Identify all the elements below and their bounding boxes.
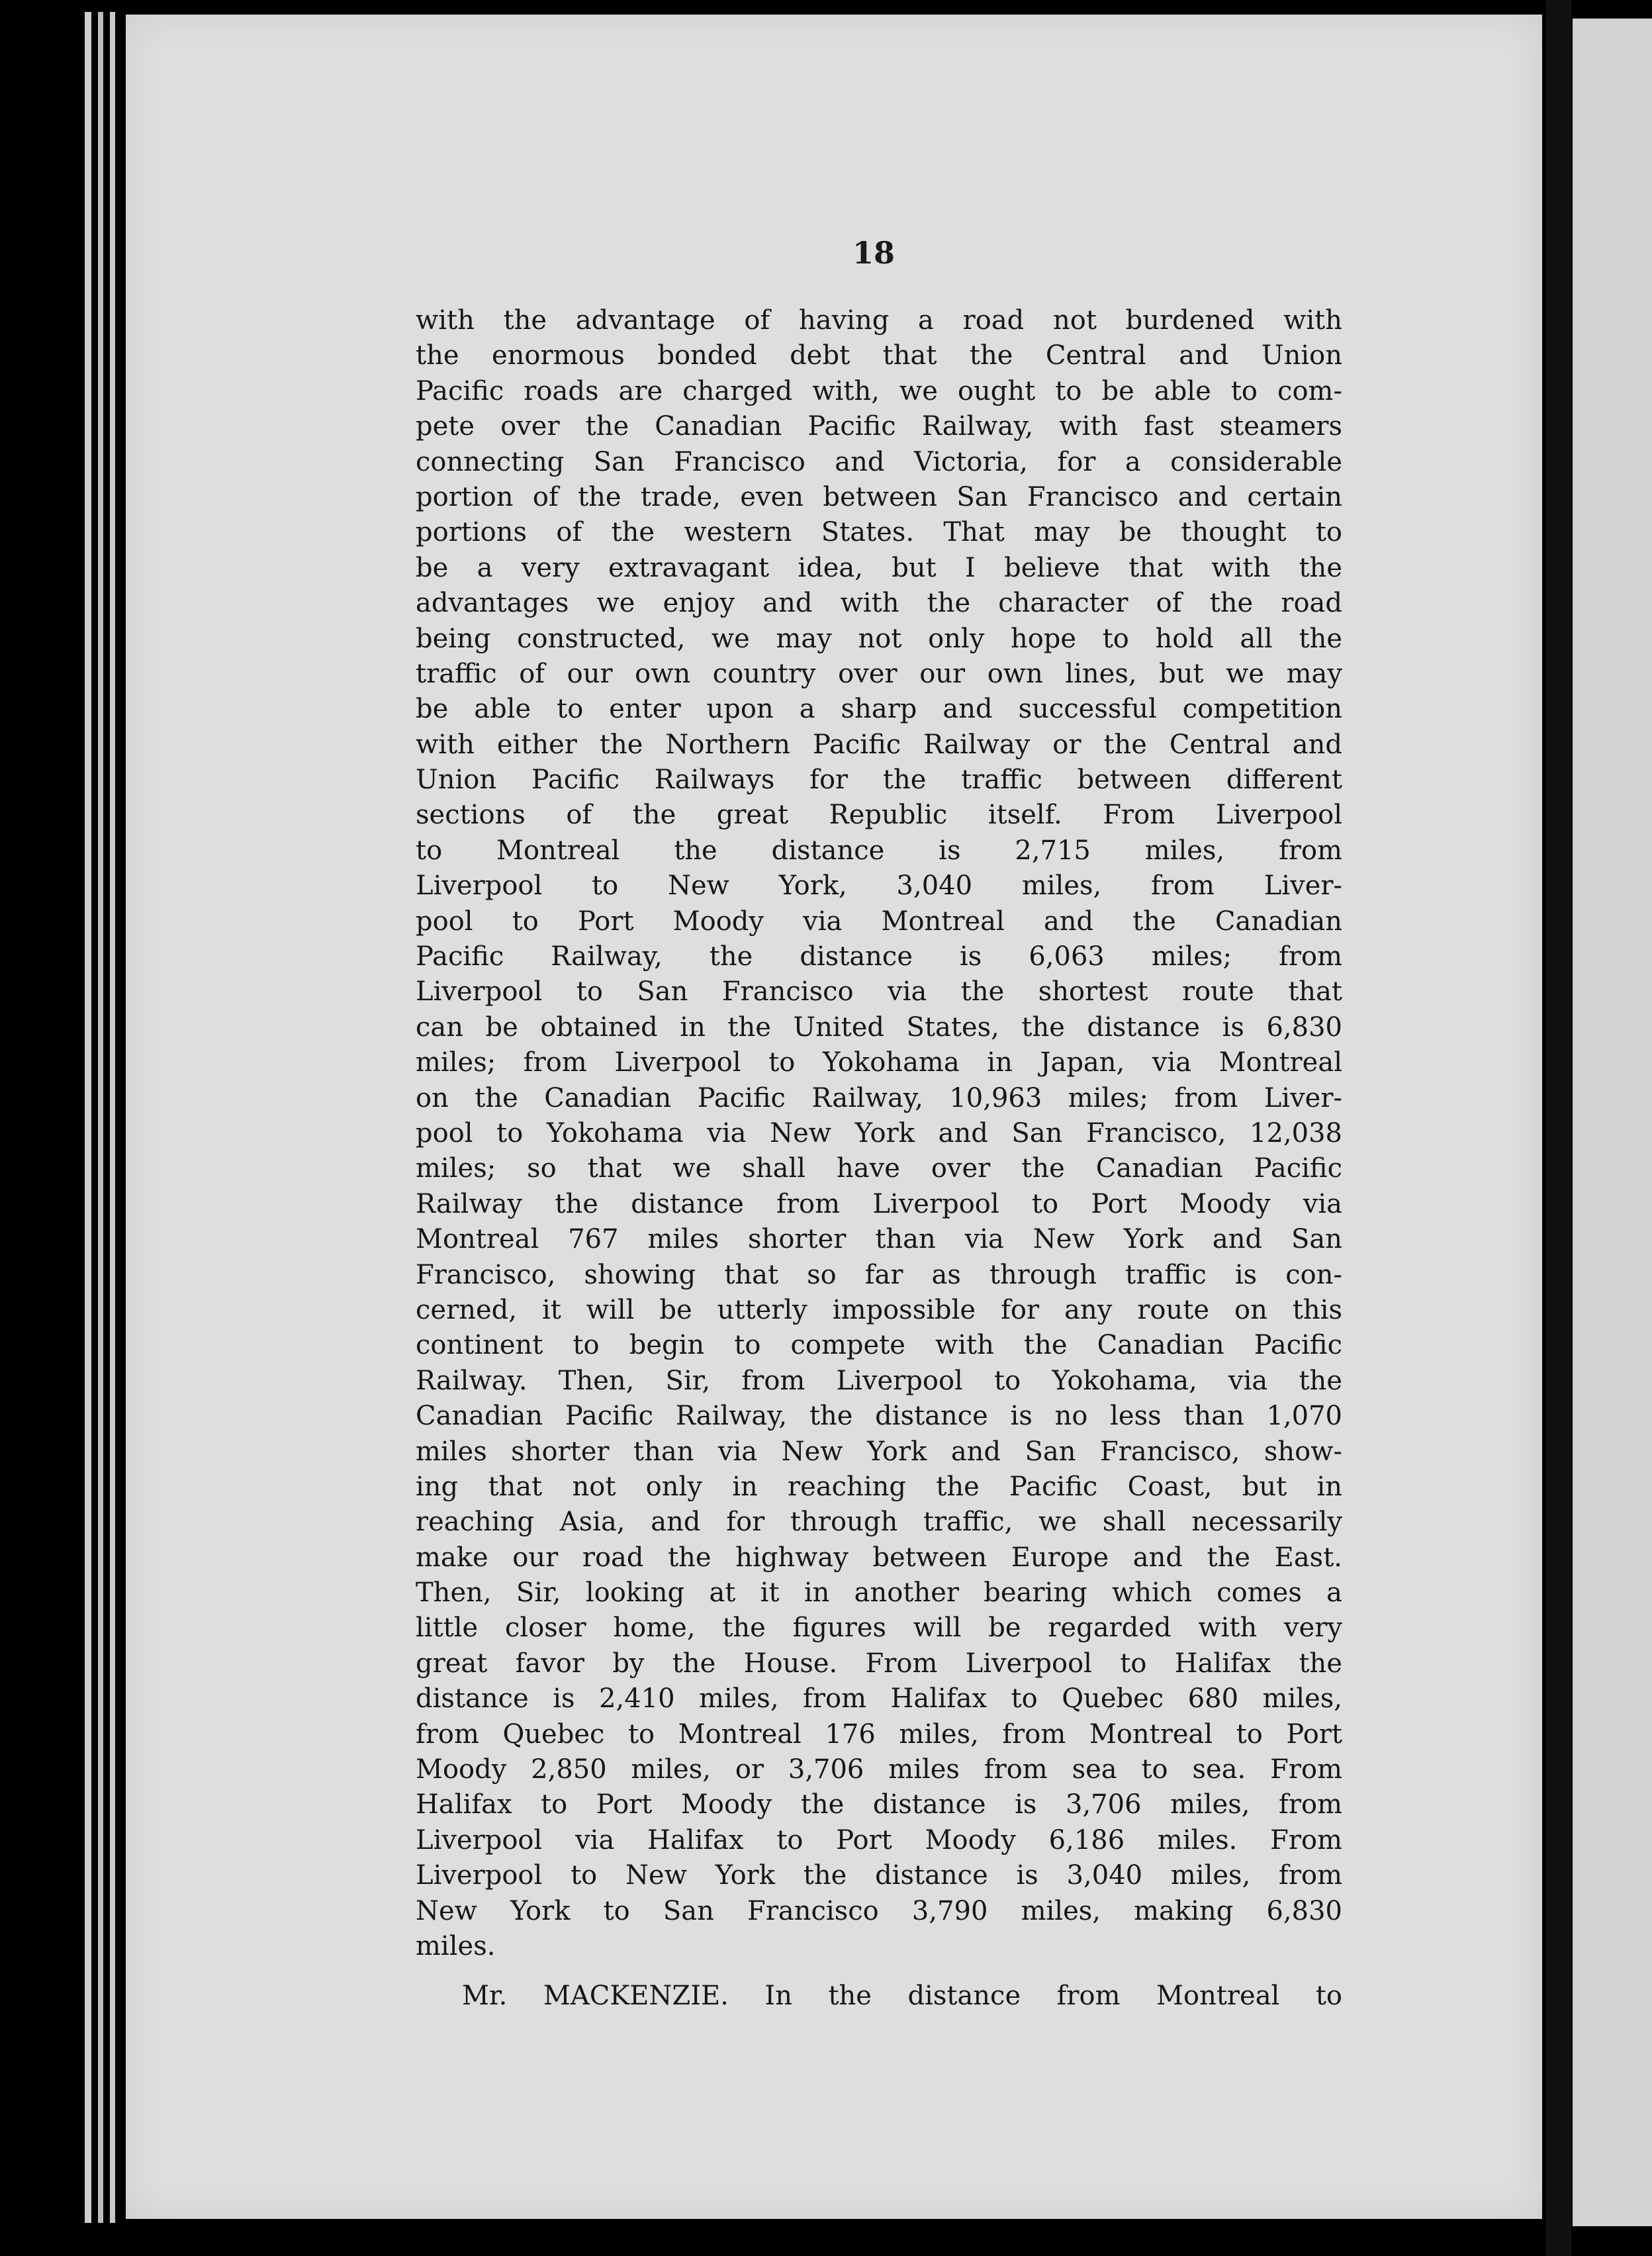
text-line: New York to San Francisco 3,790 miles, making 6,830 <box>416 1895 1342 1926</box>
text-line: Railway the distance from Liverpool to Port Moody via <box>416 1188 1342 1219</box>
page-edge-stack <box>110 12 115 2223</box>
book-spine <box>1546 0 1571 2256</box>
text-line: cerned, it will be utterly impossible for any route on this <box>416 1294 1342 1325</box>
text-line: Liverpool to New York, 3,040 miles, from Liver- <box>416 870 1342 902</box>
text-line: great favor by the House. From Liverpool to Halifax the <box>416 1648 1342 1679</box>
text-line: Then, Sir, looking at it in another bearing which comes a <box>416 1577 1342 1609</box>
text-line: traffic of our own country over our own lines, but we may <box>416 658 1342 689</box>
text-line: miles. <box>416 1930 496 1961</box>
text-line: portions of the western States. That may be thought to <box>416 517 1342 548</box>
text-line: ing that not only in reaching the Pacific Coast, but in <box>416 1471 1342 1502</box>
text-line: with either the Northern Pacific Railway or the Central and <box>416 729 1342 760</box>
text-line: Liverpool to San Francisco via the shortest route that <box>416 976 1342 1008</box>
text-line: miles; from Liverpool to Yokohama in Japan, via Montreal <box>416 1047 1342 1078</box>
text-line: continent to begin to compete with the Canadian Pacific <box>416 1330 1342 1361</box>
text-line: Liverpool to New York the distance is 3,040 miles, from <box>416 1860 1342 1891</box>
text-line: be a very extravagant idea, but I believe that with the <box>416 552 1342 583</box>
text-line: Railway. Then, Sir, from Liverpool to Yokohama, via the <box>416 1365 1342 1396</box>
text-line: Canadian Pacific Railway, the distance is no less than 1,070 <box>416 1401 1342 1432</box>
text-line: can be obtained in the United States, the distance is 6,830 <box>416 1011 1342 1043</box>
text-line: make our road the highway between Europe and the East. <box>416 1542 1342 1573</box>
page-number: 18 <box>852 235 895 271</box>
text-line: advantages we enjoy and with the character of the road <box>416 588 1342 619</box>
text-line: miles shorter than via New York and San Francisco, show- <box>416 1436 1342 1467</box>
text-line: the enormous bonded debt that the Central and Union <box>416 340 1342 371</box>
text-line: portion of the trade, even between San Francisco and certain <box>416 481 1342 512</box>
text-line: connecting San Francisco and Victoria, for a considerable <box>416 446 1342 477</box>
text-line: Union Pacific Railways for the traffic between different <box>416 765 1342 796</box>
text-line: on the Canadian Pacific Railway, 10,963 miles; from Liver- <box>416 1082 1342 1113</box>
text-line: Moody 2,850 miles, or 3,706 miles from sea to sea. From <box>416 1754 1342 1785</box>
text-line: pete over the Canadian Pacific Railway, with fast steamers <box>416 411 1342 442</box>
text-line: Francisco, showing that so far as through traffic is con- <box>416 1259 1342 1290</box>
text-line: sections of the great Republic itself. From Liverpool <box>416 800 1342 831</box>
text-line: miles; so that we shall have over the Canadian Pacific <box>416 1153 1342 1184</box>
text-line: Montreal 767 miles shorter than via New York and San <box>416 1224 1342 1255</box>
text-line: be able to enter upon a sharp and successful competition <box>416 694 1342 725</box>
text-line: little closer home, the figures will be regarded with very <box>416 1613 1342 1644</box>
text-line: Halifax to Port Moody the distance is 3,706 miles, from <box>416 1789 1342 1820</box>
page-edge-stack <box>85 12 91 2223</box>
text-line: Pacific roads are charged with, we ought to be able to com- <box>416 375 1342 406</box>
text-line: being constructed, we may not only hope to hold all the <box>416 623 1342 654</box>
facing-page-edge <box>1573 19 1652 2226</box>
text-line: pool to Port Moody via Montreal and the Canadian <box>416 906 1342 937</box>
paragraph-gap <box>416 1964 1342 1979</box>
text-line: Pacific Railway, the distance is 6,063 miles; from <box>416 941 1342 972</box>
page-edge-stack <box>98 12 103 2223</box>
body-text <box>416 303 1342 2014</box>
text-line: distance is 2,410 miles, from Halifax to Quebec 680 miles, <box>416 1683 1342 1715</box>
text-line: pool to Yokohama via New York and San Francisco, 12,038 <box>416 1117 1342 1149</box>
text-line: to Montreal the distance is 2,715 miles, from <box>416 835 1342 866</box>
text-line: Liverpool via Halifax to Port Moody 6,186 miles. From <box>416 1824 1342 1856</box>
text-line: with the advantage of having a road not burdened with <box>416 305 1342 336</box>
speaker-line: Mr. MACKENZIE. In the distance from Montreal to <box>462 1981 1342 2012</box>
text-line: reaching Asia, and for through traffic, we shall necessarily <box>416 1507 1342 1538</box>
text-line: from Quebec to Montreal 176 miles, from Montreal to Port <box>416 1718 1342 1750</box>
